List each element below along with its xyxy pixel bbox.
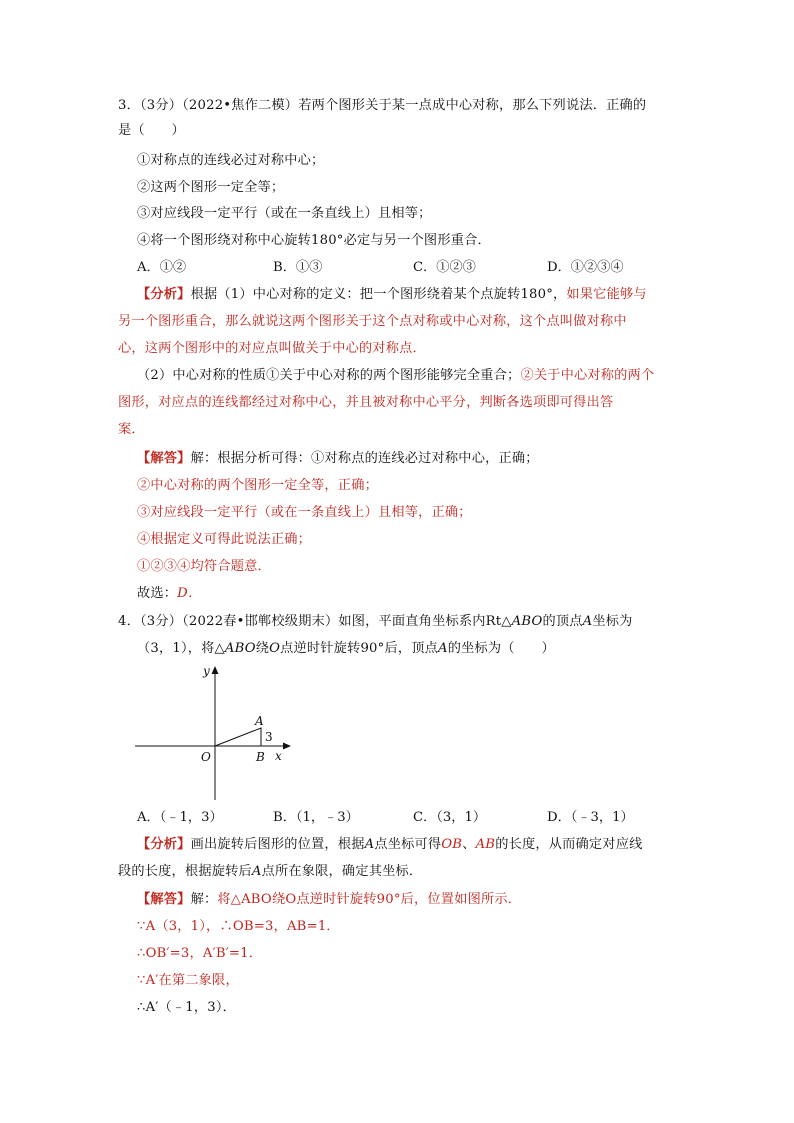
origin-label: O — [201, 750, 211, 764]
q4-stem-1e: 坐标为 — [592, 614, 633, 629]
q3-solution-line-4: ④根据定义可得此说法正确； — [137, 532, 312, 547]
q4-solution-1a: 解： — [190, 892, 218, 907]
q3-analysis-text-4-red: ②关于中心对称的两个 — [520, 368, 655, 383]
q4-analysis-line-2 — [118, 862, 422, 882]
q4-analysis-1c: 点坐标可得 — [374, 837, 442, 852]
q4-stem-line-2 — [137, 639, 555, 659]
q3-item-2: ②这两个图形一定全等； — [137, 180, 285, 195]
q3-item-1: ①对称点的连线必过对称中心； — [137, 153, 325, 168]
q4-stem-2a: （3，1），将△ — [137, 641, 225, 656]
q4-stem-1c: 的顶点 — [542, 614, 583, 629]
q4-analysis-1d: OB — [441, 837, 463, 852]
q3-option-d: D．①②③④ — [547, 260, 624, 275]
q3-solution-text-1: 解：根据分析可得：①对称点的连线必过对称中心，正确； — [190, 451, 539, 466]
q3-analysis-line-4 — [137, 366, 654, 386]
q4-analysis-1g: 的长度，从而确定对应线 — [495, 837, 643, 852]
q3-option-a: A．①② — [137, 260, 187, 275]
coordinate-figure — [135, 662, 295, 802]
q3-solution-line-1 — [137, 449, 539, 469]
q4-solution-line-2: ∵A（3，1），∴OB=3，AB=1． — [137, 919, 340, 934]
q4-analysis-1b: A — [364, 837, 375, 852]
q4-stem-2b: ABO — [224, 641, 256, 656]
q4-stem-1d: A — [582, 614, 593, 629]
q4-stem-2f: A — [438, 641, 448, 656]
q4-option-b: B．（1，﹣3） — [273, 810, 359, 825]
q3-stem-line-1: 3．（3分）（2022•焦作二模）若两个图形关于某一点成中心对称，那么下列说法．正确的 — [118, 98, 647, 113]
q3-analysis-line-2: 另一个图形重合，那么就说这两个图形关于这个点对称或中心对称，这个点叫做对称中 — [118, 314, 627, 329]
q3-analysis-text-4: （2）中心对称的性质①关于中心对称的两个图形能够完全重合； — [137, 368, 521, 383]
q3-analysis-line-6: 案． — [118, 422, 145, 437]
q4-solution-line-5: ∴A′（﹣1，3）． — [137, 1000, 237, 1015]
q3-item-4: ④将一个图形绕对称中心旋转180°必定与另一个图形重合． — [137, 233, 491, 248]
q4-analysis-2a: 段的长度，根据旋转后 — [118, 864, 252, 879]
q4-analysis-line-1 — [137, 835, 642, 855]
q4-solution-line-3: ∴OB′=3，A′B′=1． — [137, 946, 263, 961]
q4-analysis-1e: 、 — [462, 837, 476, 852]
q3-answer-prefix: 故选： — [137, 586, 178, 601]
q4-analysis-tag: 【分析】 — [137, 837, 191, 852]
x-axis-arrow — [283, 743, 291, 750]
q4-solution-1b: 将△ABO绕O点逆时针旋转90°后，位置如图所示． — [217, 892, 522, 907]
q4-analysis-1a: 画出旋转后图形的位置，根据 — [190, 837, 365, 852]
q4-stem-2c: 绕 — [255, 641, 270, 656]
q3-answer: D． — [177, 586, 202, 601]
point-a-label: A — [255, 714, 264, 728]
q4-stem-line-1 — [118, 612, 633, 632]
q3-solution-line-5: ①②③④均符合题意． — [137, 559, 271, 574]
point-b-label: B — [256, 750, 265, 764]
q4-option-c: C．（3，1） — [413, 810, 487, 825]
q4-stem-1b: ABO — [511, 614, 543, 629]
q3-item-3: ③对应线段一定平行（或在一条直线上）且相等； — [137, 206, 432, 221]
q4-analysis-1f: AB — [475, 837, 496, 852]
side-label: 3 — [265, 730, 273, 744]
q4-stem-2e: 点逆时针旋转90°后，顶点 — [280, 641, 438, 656]
q3-option-c: C．①②③ — [413, 260, 476, 275]
x-axis-label: x — [275, 749, 282, 763]
q4-solution-line-1 — [137, 890, 521, 910]
q4-stem-1a: 4．（3分）（2022春•邯郸校级期末）如图，平面直角坐标系内Rt△ — [118, 614, 512, 629]
q4-analysis-2b: A — [251, 864, 262, 879]
y-axis-label: y — [203, 664, 210, 678]
q3-analysis-line-5: 图形，对应点的连线都经过对称中心，并且被对称中心平分，判断各选项即可得出答 — [118, 395, 614, 410]
q4-solution-line-4: ∵A′在第二象限， — [137, 973, 239, 988]
q3-analysis-text-1: 根据（1）中心对称的定义：把一个图形绕着某个点旋转180°， — [190, 287, 567, 302]
q3-stem-line-2: 是（ ） — [118, 123, 185, 138]
q3-solution-line-3: ③对应线段一定平行（或在一条直线上）且相等，正确； — [137, 505, 472, 520]
q3-solution-line-2: ②中心对称的两个图形一定全等，正确； — [137, 478, 378, 493]
q4-option-d: D．（﹣3，1） — [547, 810, 634, 825]
q3-analysis-line-1 — [137, 285, 647, 305]
q4-analysis-2c: 点所在象限，确定其坐标． — [261, 864, 423, 879]
q3-solution-tag: 【解答】 — [137, 451, 191, 466]
q3-analysis-tag: 【分析】 — [137, 287, 191, 302]
q3-answer-line — [137, 584, 201, 604]
q4-stem-2d: O — [269, 641, 281, 656]
q4-option-a: A．（﹣1，3） — [137, 810, 223, 825]
y-axis-arrow — [212, 666, 219, 674]
q3-analysis-line-3: 心，这两个图形中的对应点叫做关于中心的对称点． — [118, 341, 426, 356]
q3-option-b: B．①③ — [273, 260, 323, 275]
q3-analysis-text-1-red: 如果它能够与 — [566, 287, 647, 302]
q4-solution-tag: 【解答】 — [137, 892, 191, 907]
triangle-abo — [215, 728, 261, 746]
q4-stem-2g: 的坐标为（ ） — [447, 641, 555, 656]
